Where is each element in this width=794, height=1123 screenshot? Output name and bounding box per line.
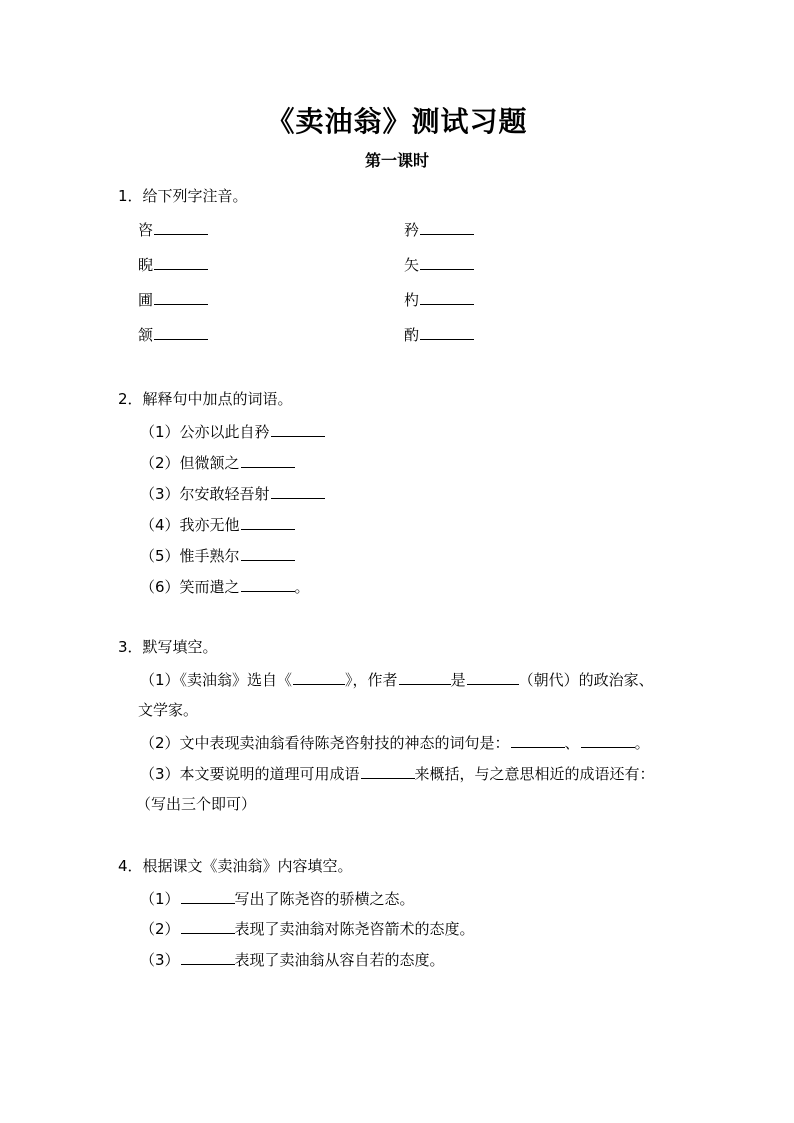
q3-text: （3）本文要说明的道理可用成语 xyxy=(140,765,360,783)
q1-prompt: 1．给下列字注音。 xyxy=(118,187,248,205)
answer-blank[interactable] xyxy=(241,545,295,561)
q3-item-3 xyxy=(140,763,655,784)
answer-blank[interactable] xyxy=(241,452,295,468)
q2-item xyxy=(140,483,325,504)
q4-text: 表现了卖油翁对陈尧咨箭术的态度。 xyxy=(234,920,475,938)
q3-item-1 xyxy=(140,669,654,690)
q2-item xyxy=(140,576,310,597)
q1-item xyxy=(138,254,208,275)
q3-text: （朝代）的政治家、 xyxy=(518,671,654,689)
q4-text: 写出了陈尧咨的骄横之态。 xyxy=(234,890,415,908)
q3-item-3-cont: （写出三个即可） xyxy=(136,795,257,813)
q3-item-2 xyxy=(140,732,650,753)
answer-blank[interactable] xyxy=(181,888,235,904)
q4-number: （3） xyxy=(140,951,180,969)
q1-char: 咨 xyxy=(138,221,154,239)
q1-item xyxy=(404,254,474,275)
q4-item xyxy=(140,949,445,970)
q3-text: 、 xyxy=(564,734,580,752)
q2-prompt: 2．解释句中加点的词语。 xyxy=(118,390,293,408)
q1-item xyxy=(404,219,474,240)
q2-sentence: （4）我亦无他 xyxy=(140,516,240,534)
q2-item xyxy=(140,421,325,442)
q1-item xyxy=(404,289,474,310)
q1-char: 颔 xyxy=(138,326,154,344)
q3-text: （1）《卖油翁》选自《 xyxy=(140,671,293,689)
q1-char: 圃 xyxy=(138,291,154,309)
q4-number: （1） xyxy=(140,890,180,908)
q4-prompt: 4．根据课文《卖油翁》内容填空。 xyxy=(118,857,353,875)
answer-blank[interactable] xyxy=(241,514,295,530)
answer-blank[interactable] xyxy=(399,669,451,685)
answer-blank[interactable] xyxy=(154,254,208,270)
answer-blank[interactable] xyxy=(420,324,474,340)
q1-char: 睨 xyxy=(138,256,154,274)
q2-sentence: （1）公亦以此自矜 xyxy=(140,423,270,441)
q1-char: 酌 xyxy=(404,326,420,344)
worksheet-title: 《卖油翁》测试习题 xyxy=(266,105,528,138)
q2-sentence: （3）尔安敢轻吾射 xyxy=(140,485,270,503)
answer-blank[interactable] xyxy=(581,732,635,748)
q4-text: 表现了卖油翁从容自若的态度。 xyxy=(234,951,445,969)
q2-item xyxy=(140,514,295,535)
answer-blank[interactable] xyxy=(154,289,208,305)
q1-char: 矜 xyxy=(404,221,420,239)
q2-item xyxy=(140,452,295,473)
answer-blank[interactable] xyxy=(241,576,295,592)
answer-blank[interactable] xyxy=(271,483,325,499)
q1-char: 矢 xyxy=(404,256,420,274)
answer-blank[interactable] xyxy=(420,254,474,270)
answer-blank[interactable] xyxy=(511,732,565,748)
answer-blank[interactable] xyxy=(181,949,235,965)
q2-sentence: （6）笑而遣之 xyxy=(140,578,240,596)
q1-char: 杓 xyxy=(404,291,420,309)
q2-sentence: （2）但微颔之 xyxy=(140,454,240,472)
q4-number: （2） xyxy=(140,920,180,938)
q1-item xyxy=(138,219,208,240)
answer-blank[interactable] xyxy=(467,669,519,685)
q4-item xyxy=(140,888,415,909)
q3-text: （2）文中表现卖油翁看待陈尧咨射技的神态的词句是： xyxy=(140,734,510,752)
answer-blank[interactable] xyxy=(271,421,325,437)
q3-text: 》，作者 xyxy=(345,671,398,689)
q4-item xyxy=(140,918,475,939)
q2-item xyxy=(140,545,295,566)
answer-blank[interactable] xyxy=(420,289,474,305)
q1-item xyxy=(404,324,474,345)
answer-blank[interactable] xyxy=(361,763,415,779)
q1-item xyxy=(138,289,208,310)
q3-text: 是 xyxy=(450,671,466,689)
lesson-subtitle: 第一课时 xyxy=(364,151,429,170)
q1-item xyxy=(138,324,208,345)
answer-blank[interactable] xyxy=(154,324,208,340)
q3-text: 。 xyxy=(634,734,650,752)
answer-blank[interactable] xyxy=(293,669,345,685)
answer-blank[interactable] xyxy=(181,918,235,934)
q3-prompt: 3．默写填空。 xyxy=(118,638,218,656)
answer-blank[interactable] xyxy=(420,219,474,235)
answer-blank[interactable] xyxy=(154,219,208,235)
q2-sentence: （5）惟手熟尔 xyxy=(140,547,240,565)
period-mark: 。 xyxy=(294,578,310,596)
q3-text: 来概括，与之意思相近的成语还有： xyxy=(414,765,655,783)
q3-item-1-cont: 文学家。 xyxy=(138,701,199,719)
